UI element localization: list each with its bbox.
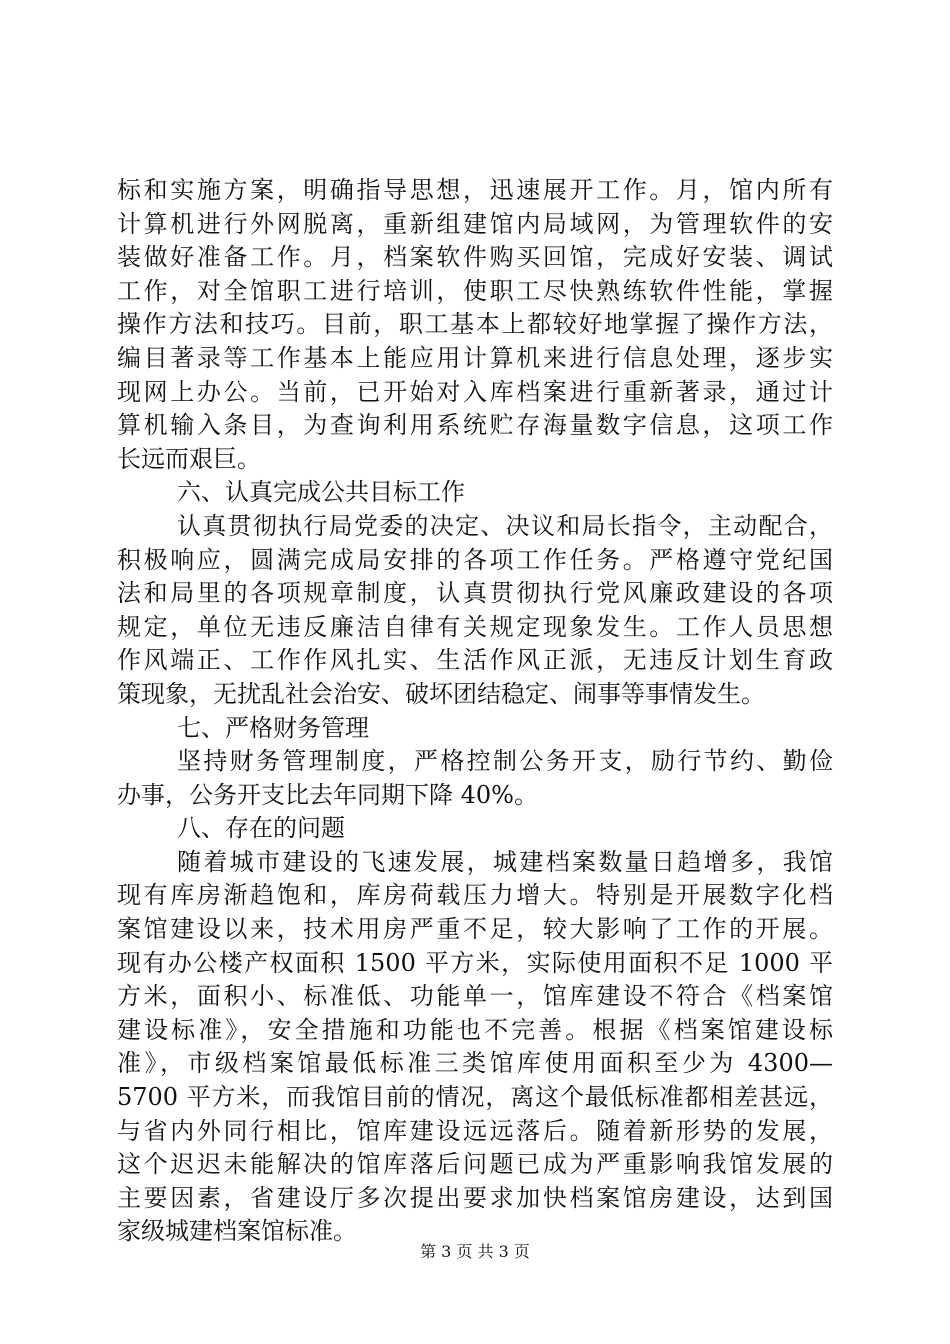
body-line: 方米，面积小、标准低、功能单一，馆库建设不符合《档案馆 [117,982,833,1011]
body-line: 装做好准备工作。月，档案软件购买回馆，完成好安装、调试 [117,243,833,272]
body-line: 法和局里的各项规章制度，认真贯彻执行党风廉政建设的各项 [117,579,833,608]
page-footer [0,1241,950,1263]
body-line-paragraph-end: 办事，公务开支比去年同期下降 40%。 [117,780,538,809]
body-line-paragraph-end: 家级城建档案馆标准。 [117,1217,357,1246]
body-line: 规定，单位无违反廉洁自律有关规定现象发生。工作人员思想 [117,612,833,641]
body-line-paragraph-start: 坚持财务管理制度，严格控制公务开支，励行节约、勤俭 [177,747,833,776]
body-line: 主要因素，省建设厅多次提出要求加快档案馆房建设，达到国 [117,1183,833,1212]
body-line: 现网上办公。当前，已开始对入库档案进行重新著录，通过计 [117,377,833,406]
section-heading: 七、严格财务管理 [177,713,369,742]
page-number-label: 第 3 页 共 3 页 [420,1242,530,1261]
body-line: 积极响应，圆满完成局安排的各项工作任务。严格遵守党纪国 [117,545,833,574]
body-line: 工作，对全馆职工进行培训，使职工尽快熟练软件性能，掌握 [117,276,833,305]
body-line: 现有库房渐趋饱和，库房荷载压力增大。特别是开展数字化档 [117,881,833,910]
body-line: 与省内外同行相比，馆库建设远远落后。随着新形势的发展， [117,1116,833,1145]
body-line: 这个迟迟未能解决的馆库落后问题已成为严重影响我馆发展的 [117,1150,833,1179]
body-line: 5700 平方米，而我馆目前的情况，离这个最低标准都相差甚远， [117,1083,833,1112]
body-line: 现有办公楼产权面积 1500 平方米，实际使用面积不足 1000 平 [117,948,833,977]
body-line: 准》，市级档案馆最低标准三类馆库使用面积至少为 4300— [117,1049,833,1078]
body-line: 案馆建设以来，技术用房严重不足，较大影响了工作的开展。 [117,915,833,944]
body-line: 编目著录等工作基本上能应用计算机来进行信息处理，逐步实 [117,343,833,372]
body-line-paragraph-end: 长远而艰巨。 [117,444,261,473]
body-line-paragraph-start: 随着城市建设的飞速发展，城建档案数量日趋增多，我馆 [177,847,833,876]
body-line-paragraph-end: 策现象，无扰乱社会治安、破坏团结稳定、闹事等事情发生。 [117,679,765,708]
body-line: 操作方法和技巧。目前，职工基本上都较好地掌握了操作方法， [117,310,833,339]
body-line: 计算机进行外网脱离，重新组建馆内局域网，为管理软件的安 [117,209,833,238]
body-line: 算机输入条目，为查询利用系统贮存海量数字信息，这项工作 [117,411,833,440]
body-line: 标和实施方案，明确指导思想，迅速展开工作。月，馆内所有 [117,176,833,204]
body-line: 作风端正、工作作风扎实、生活作风正派，无违反计划生育政 [117,646,833,675]
document-body [117,174,833,1249]
body-line: 建设标准》，安全措施和功能也不完善。根据《档案馆建设标 [117,1015,833,1044]
section-heading: 八、存在的问题 [177,814,345,843]
body-line-paragraph-start: 认真贯彻执行局党委的决定、决议和局长指令，主动配合， [177,511,833,540]
section-heading: 六、认真完成公共目标工作 [177,478,465,507]
